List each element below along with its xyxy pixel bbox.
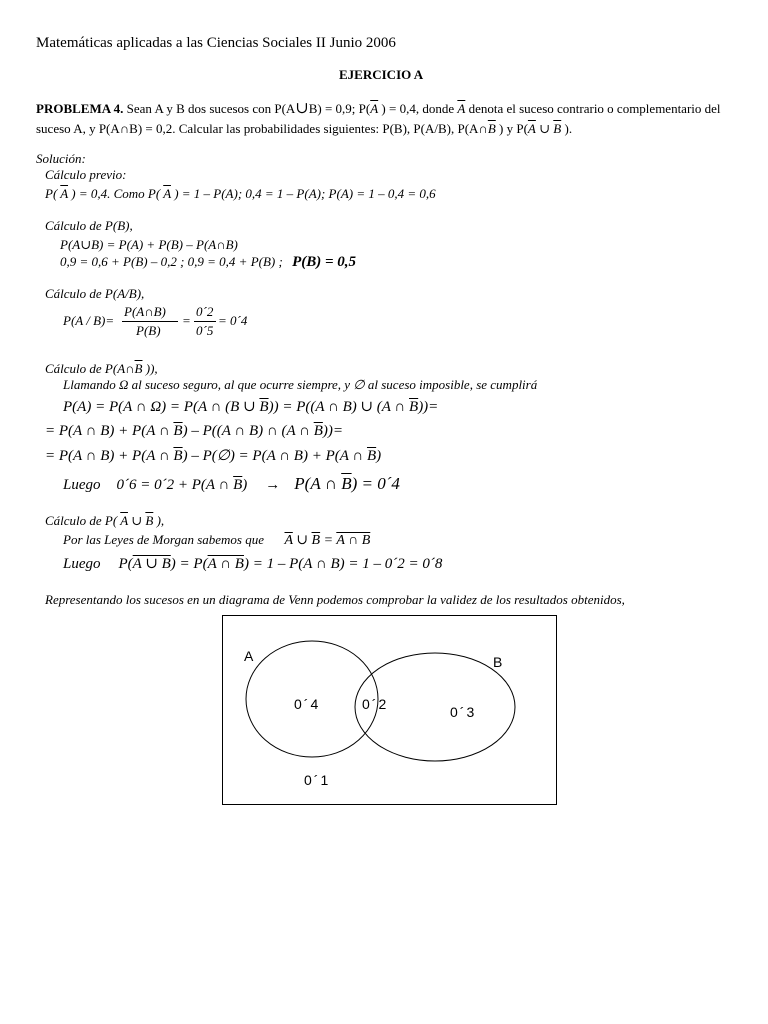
- pb-title: Cálculo de P(B),: [45, 218, 133, 233]
- venn-label-a: A: [244, 648, 254, 664]
- pb-substitution: 0,9 = 0,6 + P(B) – 0,2 ; 0,9 = 0,4 + P(B) ; P(B) = 0,5: [60, 254, 357, 270]
- panb-title: Cálculo de $P(A\cap\overline{B}$ )),: [45, 361, 158, 376]
- document-header: Matemáticas aplicadas a las Ciencias Sociales II Junio 2006: [36, 35, 396, 51]
- morgan-equation: $\overline{A}$ ∪ $\overline{B} = A$ ∩ B: [284, 533, 371, 548]
- panb-result: P(A ∩ $\overline{B}$) = 0´4: [294, 474, 400, 493]
- previous-calc-line: P( $\overline{A}$ ) = 0,4. Como P( $\overline{A}$ ) = 1 – P(A); 0,4 = 1 – P(A); P(A) = 1 – 0,4 = 0,6: [45, 186, 436, 201]
- luego-line-2: Luego P(A ∪ B) = P(A ∩ B) = 1 – P(A ∩ B) = 1 – 0´2 = 0´8: [63, 556, 443, 572]
- equation-line-2: = P(A ∩ B) + P(A ∩ $\overline{B}) - P((A$ ∩ B) ∩ (A ∩ $\overline{B}))=$: [45, 423, 343, 439]
- venn-intro: Representando los sucesos en un diagrama de Venn podemos comprobar la validez de los resultados obtenidos,: [45, 592, 625, 607]
- pab-result: = 0´4: [218, 313, 248, 328]
- equation-line-1: P(A) = P(A ∩ Ω) = P(A ∩ (B ∪ $\overline{B})) = P((A$ ∩ B) ∪ (A ∩ $\overline{B}))=$: [63, 399, 439, 415]
- pab-numerator: P(A∩B): [124, 304, 166, 319]
- pab-lhs: P(A / B)=: [63, 313, 115, 328]
- pb-result: P(B) = 0,5: [292, 254, 357, 270]
- arrow-icon: →: [265, 477, 281, 493]
- venn-value-outside: 0´1: [304, 772, 331, 788]
- previous-calc-title: Cálculo previo:: [45, 167, 127, 182]
- pab-denominator-2: 0´5: [196, 323, 214, 338]
- luego-line-1: Luego 0´6 = 0´2 + P(A ∩ $\overline{B}) \to P(A$ ∩ $\overline{B}$) = 0´4: [63, 474, 400, 493]
- problem-line-2: suceso A, y P(A∩B) = 0,2. Calcular las probabilidades siguientes: P(B), P(A/B), $P(A\cap\overline{B}$ ) y $P(\overline{A}$ ∪ $\overline{B}$ ).: [36, 121, 573, 136]
- fraction-bar: [122, 321, 178, 322]
- pab-title: Cálculo de P(A/B),: [45, 286, 145, 301]
- venn-value-only-a: 0´4: [294, 696, 321, 712]
- exercise-title: EJERCICIO A: [339, 67, 424, 82]
- venn-diagram: [222, 615, 558, 807]
- pab-numerator-2: 0´2: [196, 304, 214, 319]
- fraction-bar-2: [194, 321, 216, 322]
- venn-label-b: B: [493, 654, 503, 670]
- problem-label: PROBLEMA 4.: [36, 101, 124, 116]
- problem-line-1: PROBLEMA 4. Sean A y B dos sucesos con P(A∪B) = 0,9; $P(\overline{A}$ ) = 0,4, donde $\overline{A}$ denota el suceso contrario o complementario del: [36, 100, 721, 117]
- solution-title: Solución:: [36, 151, 86, 166]
- equation-line-3: = P(A ∩ B) + P(A ∩ $\overline{B}$) – P(∅) = P(A ∩ B) + P(A ∩ $\overline{B}$): [45, 448, 382, 464]
- pb-formula: P(A∪B) = P(A) + P(B) – P(A∩B): [60, 237, 238, 252]
- last-calc-title: Cálculo de P( $\overline{A}$ ∪ $\overline{B}$ ),: [45, 513, 165, 528]
- pab-denominator: P(B): [136, 323, 161, 338]
- morgan-line: Por las Leyes de Morgan sabemos que $\overline{A}$ ∪ $\overline{B} = A$ ∩ B: [63, 532, 371, 548]
- venn-value-only-b: 0´3: [450, 704, 477, 720]
- venn-value-intersection: 0´2: [362, 696, 389, 712]
- llamando-line: Llamando Ω al suceso seguro, al que ocurre siempre, y ∅ al suceso imposible, se cumplirá: [63, 377, 538, 392]
- venn-universe-box: [223, 616, 557, 805]
